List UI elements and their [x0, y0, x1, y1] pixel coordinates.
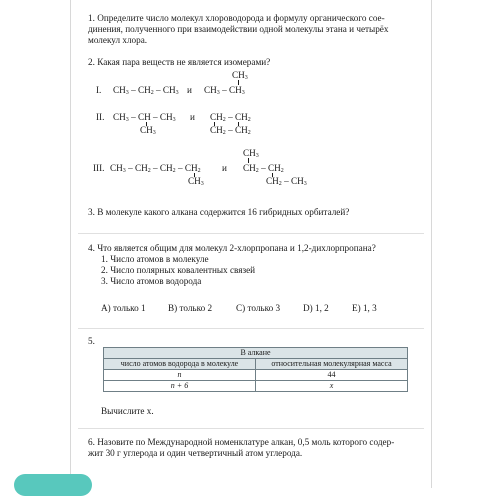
- q5-instruction: Вычислите x.: [101, 406, 154, 416]
- q4-answer-c: C) только 3: [236, 303, 281, 313]
- formula-fragment: CH3: [188, 176, 204, 187]
- formula-fragment: CH3: [243, 148, 259, 159]
- table-header-molar-mass: относительная молекулярная масса: [256, 359, 408, 370]
- pair-2-left-formula: CH3 – CH – CH3: [113, 112, 176, 123]
- table-row: [104, 381, 408, 392]
- table-row: [104, 370, 408, 381]
- pair-3-left-formula: CH3 – CH2 – CH2 – CH2: [110, 163, 201, 174]
- q5-number: 5.: [88, 336, 95, 346]
- q4-title: 4. Что является общим для молекул 2-хлорпропана и 1,2-дихлорпропана?: [88, 243, 376, 253]
- pair-2-right-formula: CH2 – CH2: [210, 112, 251, 123]
- corner-action-button[interactable]: [14, 474, 92, 496]
- pair-2-and: и: [190, 112, 195, 122]
- q1-line-3: молекул хлора.: [88, 35, 148, 45]
- table-cell: 44: [256, 370, 408, 381]
- table-cell: n + 6: [104, 381, 256, 392]
- pair-1-label: I.: [96, 85, 102, 95]
- q2-title: 2. Какая пара веществ не является изомерами?: [88, 57, 271, 67]
- q6-line-1: 6. Назовите по Международной номенклатуре алкан, 0,5 моль которого содер-: [88, 437, 395, 447]
- formula-fragment: CH2 – CH3: [266, 176, 307, 187]
- pair-1-left-formula: CH3 – CH2 – CH3: [113, 85, 179, 96]
- formula-fragment: CH3: [140, 125, 156, 136]
- q4-answer-a: A) только 1: [101, 303, 146, 313]
- q4-answer-d: D) 1, 2: [303, 303, 329, 313]
- table-cell: x: [256, 381, 408, 392]
- q4-option-3: 3. Число атомов водорода: [101, 276, 202, 286]
- formula-fragment: CH3: [232, 70, 248, 81]
- table-header-hydrogen-count: число атомов водорода в молекуле: [104, 359, 256, 370]
- q1-line-1: 1. Определите число молекул хлороводорода и формулу органического сое-: [88, 13, 385, 23]
- pair-3-right-formula: CH2 – CH2: [243, 163, 284, 174]
- alkane-data-table: [103, 347, 408, 392]
- pair-3-label: III.: [93, 163, 105, 173]
- q4-option-2: 2. Число полярных ковалентных связей: [101, 265, 256, 275]
- q4-option-1: 1. Число атомов в молекуле: [101, 254, 209, 264]
- pair-1-and: и: [187, 85, 192, 95]
- pair-1-right-formula: CH3 – CH3: [204, 85, 245, 96]
- q3-text: 3. В молекуле какого алкана содержится 16 гибридных орбиталей?: [88, 207, 350, 217]
- q6-line-2: жит 30 г углерода и один четвертичный атом углерода.: [88, 448, 303, 458]
- section-divider: [78, 233, 424, 234]
- q4-answer-b: B) только 2: [168, 303, 213, 313]
- q1-line-2: динения, полученного при взаимодействии одной молекулы этана и четырёх: [88, 24, 389, 34]
- pair-2-label: II.: [96, 112, 105, 122]
- table-cell: n: [104, 370, 256, 381]
- section-divider: [78, 428, 424, 429]
- formula-fragment: CH2 – CH2: [210, 125, 251, 136]
- pair-3-and: и: [222, 163, 227, 173]
- q4-answer-e: E) 1, 3: [352, 303, 377, 313]
- section-divider: [78, 328, 424, 329]
- table-title: В алкане: [104, 348, 408, 359]
